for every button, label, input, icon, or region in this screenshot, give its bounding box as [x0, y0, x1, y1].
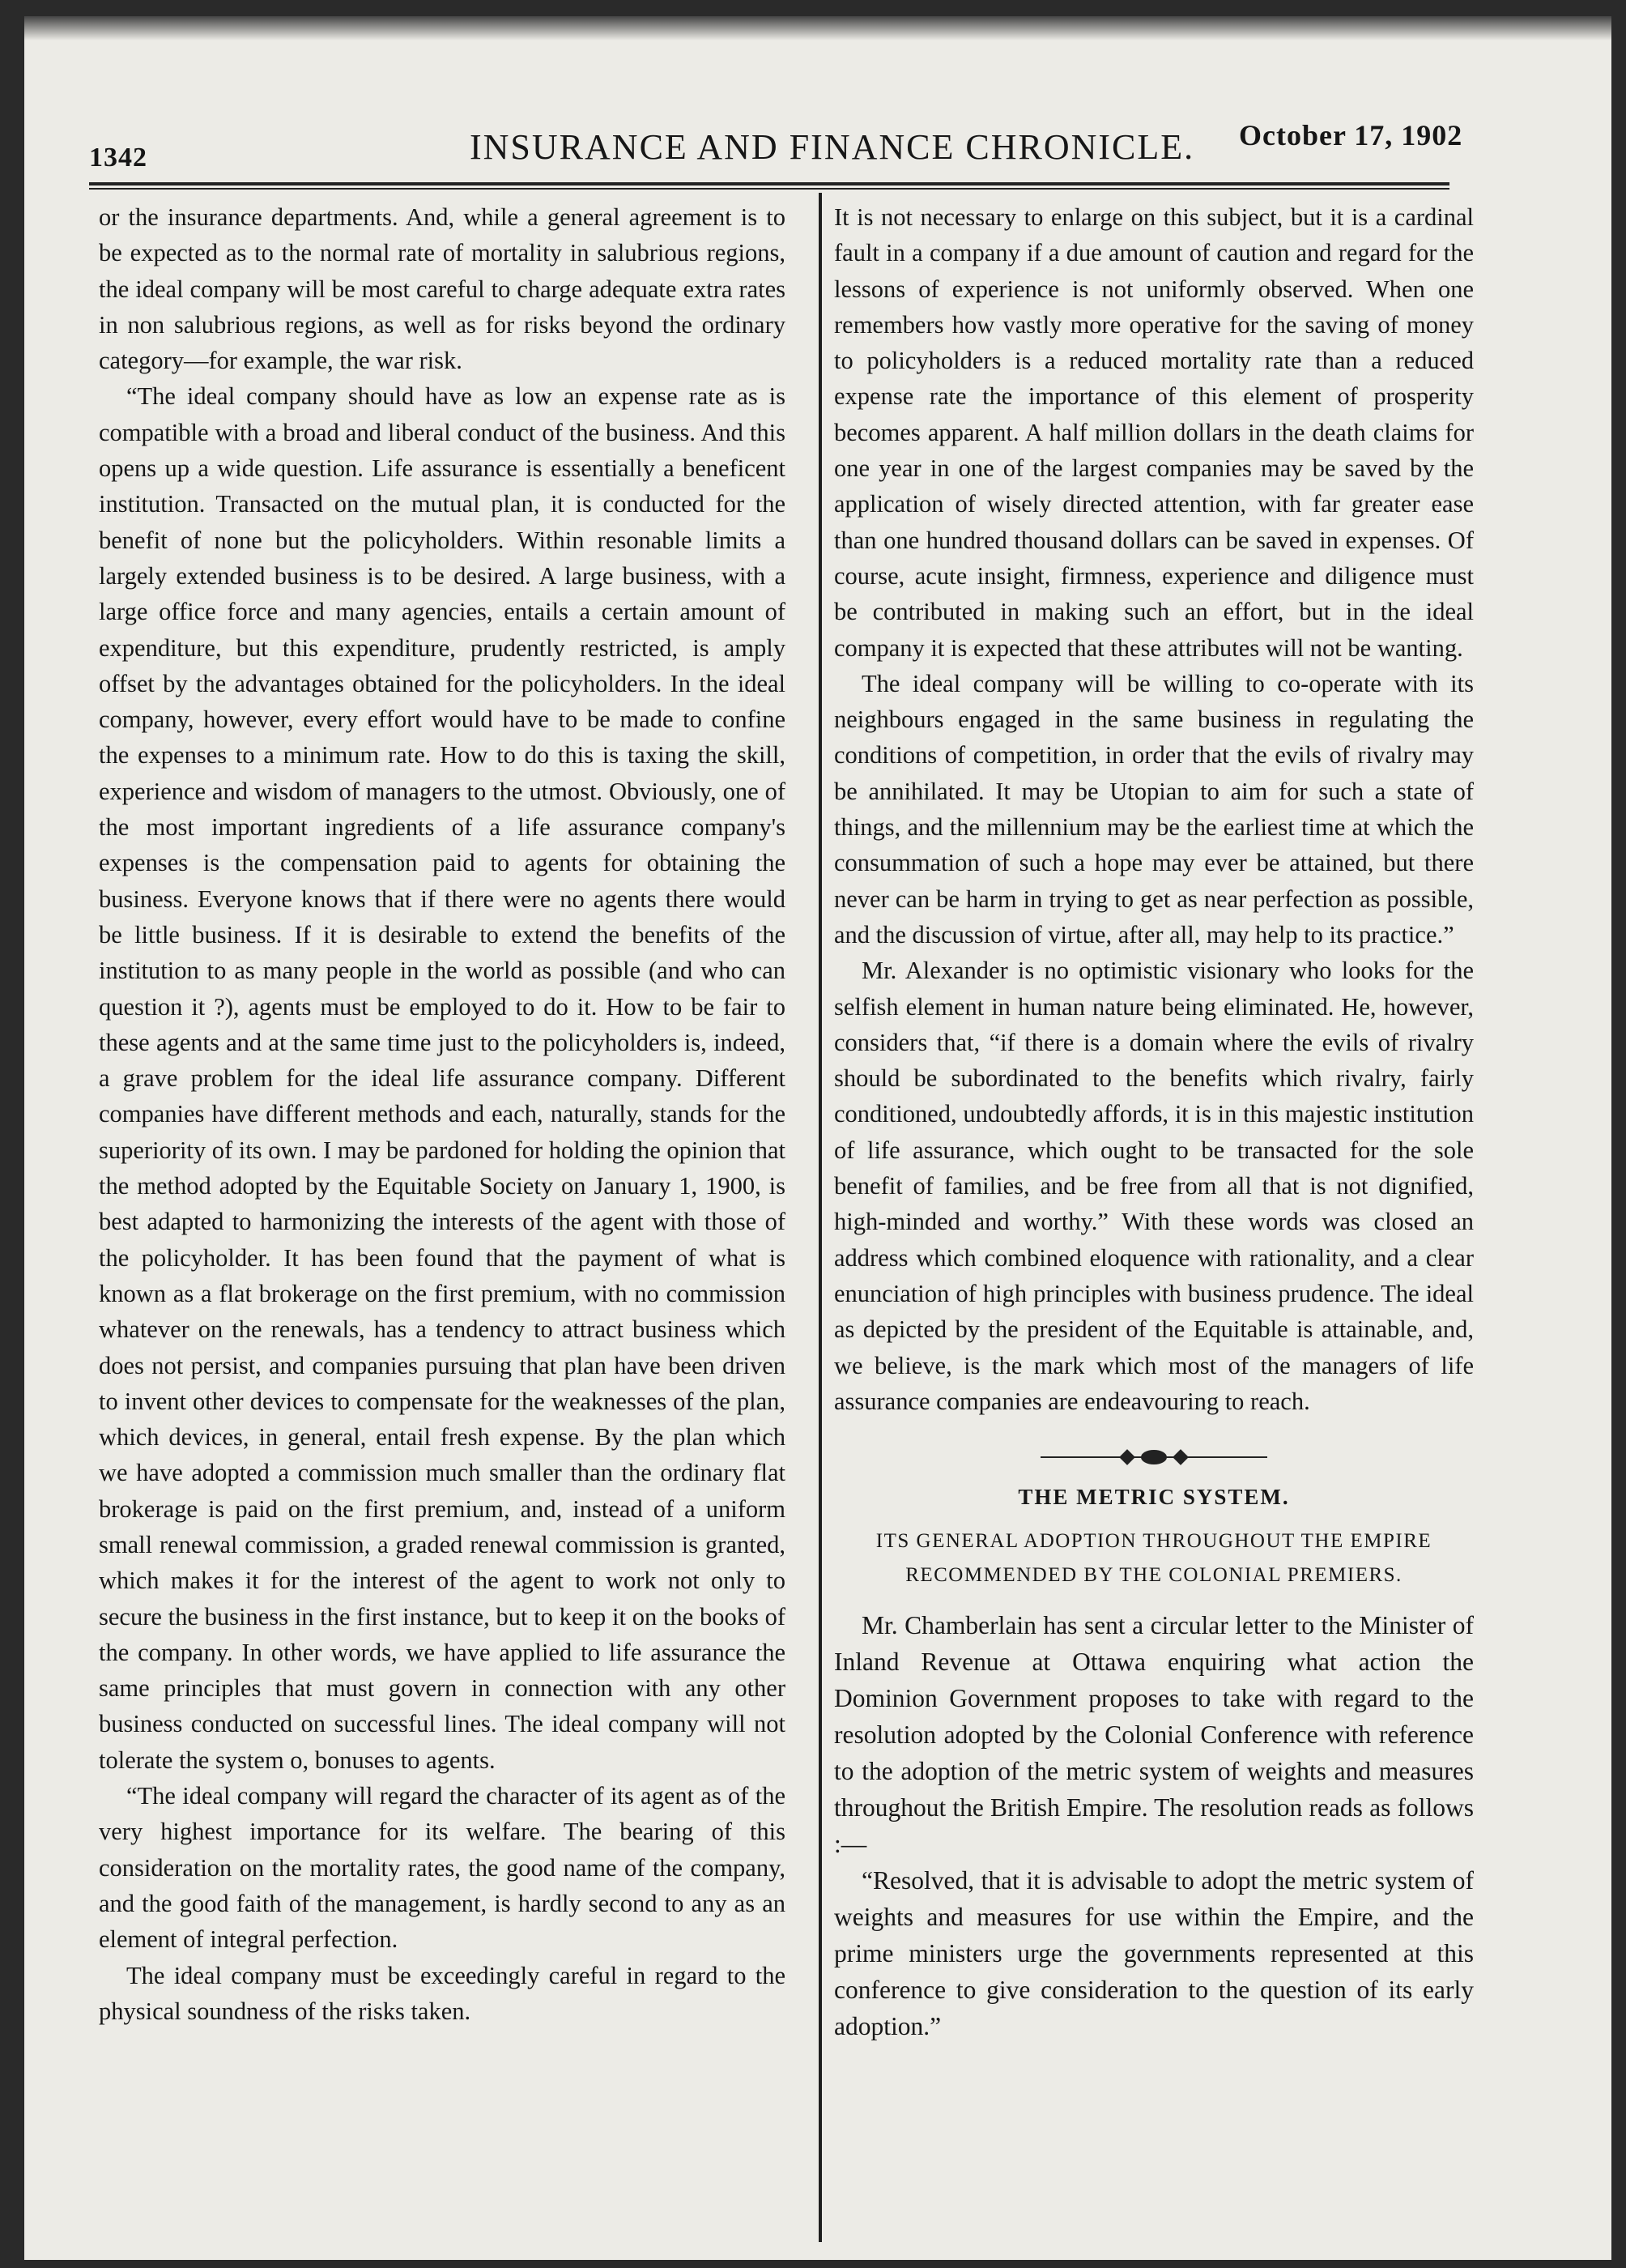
issue-date: October 17, 1902	[1239, 119, 1463, 151]
column-divider	[819, 193, 822, 2242]
paragraph: or the insurance departments. And, while a general agreement is to be expected as to the normal rate of mortality in salubrious regions, the ideal company will be most careful to charge adequate extra rates in non salubrious regions, as well as for risks beyond the ordinary category—for example, the war risk.	[99, 203, 785, 375]
left-column	[99, 199, 785, 2029]
paragraph: “The ideal company should have as low an expense rate as is compatible with a broad and liberal conduct of the business. And this opens up a wide question. Life assurance is essentially a beneficent institution. Transacted on the mutual plan, it is conducted for the benefit of none but the policyholders. Within resonable limits a largely extended business is to be desired. A large business, with a large office force and many agencies, entails a certain amount of expenditure, but this expenditure, prudently restricted, is amply offset by the advantages obtained for the policyholders. In the ideal company, however, every effort would have to be made to confine the expenses to a minimum rate. How to do this is taxing the skill, experience and wisdom of managers to the utmost. Obviously, one of the most important ingredients of a life assurance company's expenses is the compensation paid to agents for obtaining the business. Everyone knows that if there were no agents there would be little business. If it is desirable to extend the benefits of the institution to as many people in the world as possible (and who can question it ?), agents must be employed to do it. How to be fair to these agents and at the same time just to the policyholders is, indeed, a grave problem for the ideal life assurance company. Different companies have different methods and each, naturally, stands for the superiority of its own. I may be pardoned for holding the opinion that the method adopted by the Equitable Society on January 1, 1900, is best adapted to harmonizing the interests of the agent with those of the policyholder. It has been found that the payment of what is known as a flat brokerage on the first premium, with no commission whatever on the renewals, has a tendency to attract business which does not persist, and companies pursuing that plan have been driven to invent other devices to compensate for the weaknesses of the plan, which devices, in general, entail fresh expense. By the plan which we have adopted a commission much smaller than the ordinary flat brokerage is paid on the first premium, and, instead of a uniform small renewal commission, a graded renewal commission is granted, which makes it for the interest of the agent to work not only to secure the business in the first instance, but to keep it on the books of the company. In other words, we have applied to life assurance the same principles that must govern in connection with any other business conducted on successful lines. The ideal company will not tolerate the system o, bonuses to agents.	[99, 382, 785, 1774]
newspaper-page	[24, 16, 1611, 2260]
section-ornament	[1041, 1447, 1267, 1468]
page-number: 1342	[89, 143, 147, 173]
paragraph: Mr. Alexander is no optimistic visionary who looks for the selfish element in human nature being eliminated. He, however, considers that, “if there is a domain where the evils of rivalry should be subordinated to the benefits which rivalry, fairly conditioned, undoubtedly affords, it is in this majestic institution of life assurance, which ought to be transacted for the sole benefit of families, and be free from all that is not dignified, high-minded and worthy.” With these words was closed an address which combined eloquence with rationality, and a clear enunciation of high principles with business prudence. The ideal as depicted by the president of the Equitable is attainable, and, we believe, is the mark which most of the managers of life assurance companies are endeavouring to reach.	[834, 957, 1474, 1415]
paragraph: The ideal company must be exceedingly careful in regard to the physical soundness of the risks taken.	[99, 1961, 785, 2025]
section-heading: THE METRIC SYSTEM.	[1018, 1485, 1290, 1510]
paragraph: It is not necessary to enlarge on this subject, but it is a cardinal fault in a company if a due amount of caution and regard for the lessons of experience is not uniformly observed. When one remembers how vastly more operative for the saving of money to policyholders is a reduced mortality rate than a reduced expense rate the importance of this element of prosperity becomes apparent. A half million dollars in the death claims for one year in one of the largest companies may be saved by the application of wisely directed attention, with far greater ease than one hundred thousand dollars can be saved in expenses. Of course, acute insight, firmness, experience and diligence must be contributed in making such an effort, but in the ideal company it is expected that these attributes will not be wanting.	[834, 203, 1474, 662]
metric-article	[834, 1607, 1474, 2044]
page-header	[89, 112, 1463, 173]
paragraph: “Resolved, that it is advisable to adopt the metric system of weights and measures for use within the Empire, and the prime ministers urge the governments represented at this conference to give consideration to the question of its early adoption.”	[834, 1866, 1474, 2041]
paragraph: The ideal company will be willing to co-operate with its neighbours engaged in the same business in regulating the conditions of competition, in order that the evils of rivalry may be annihilated. It may be Utopian to aim for such a state of things, and the millennium may be the earliest time at which the consummation of such a hope may ever be attained, but there never can be harm in trying to get as near perfection as possible, and the discussion of virtue, after all, may help to its practice.”	[834, 669, 1474, 949]
paragraph: “The ideal company will regard the character of its agent as of the very highest importance for its welfare. The bearing of this consideration on the mortality rates, the good name of the company, and the good faith of the management, is hardly second to any as an element of integral perfection.	[99, 1782, 785, 1954]
right-column	[834, 199, 1474, 2044]
header-rule	[89, 182, 1449, 190]
journal-title: INSURANCE AND FINANCE CHRONICLE.	[470, 127, 1195, 167]
paragraph: Mr. Chamberlain has sent a circular letter to the Minister of Inland Revenue at Ottawa enquiring what action the Dominion Government proposes to take with regard to the resolution adopted by the Colonial Conference with reference to the adoption of the metric system of weights and measures throughout the British Empire. The resolution reads as follows :—	[834, 1611, 1474, 1859]
section-subheading: ITS GENERAL ADOPTION THROUGHOUT THE EMPIRE RECOMMENDED BY THE COLONIAL PREMIERS.	[875, 1530, 1432, 1587]
